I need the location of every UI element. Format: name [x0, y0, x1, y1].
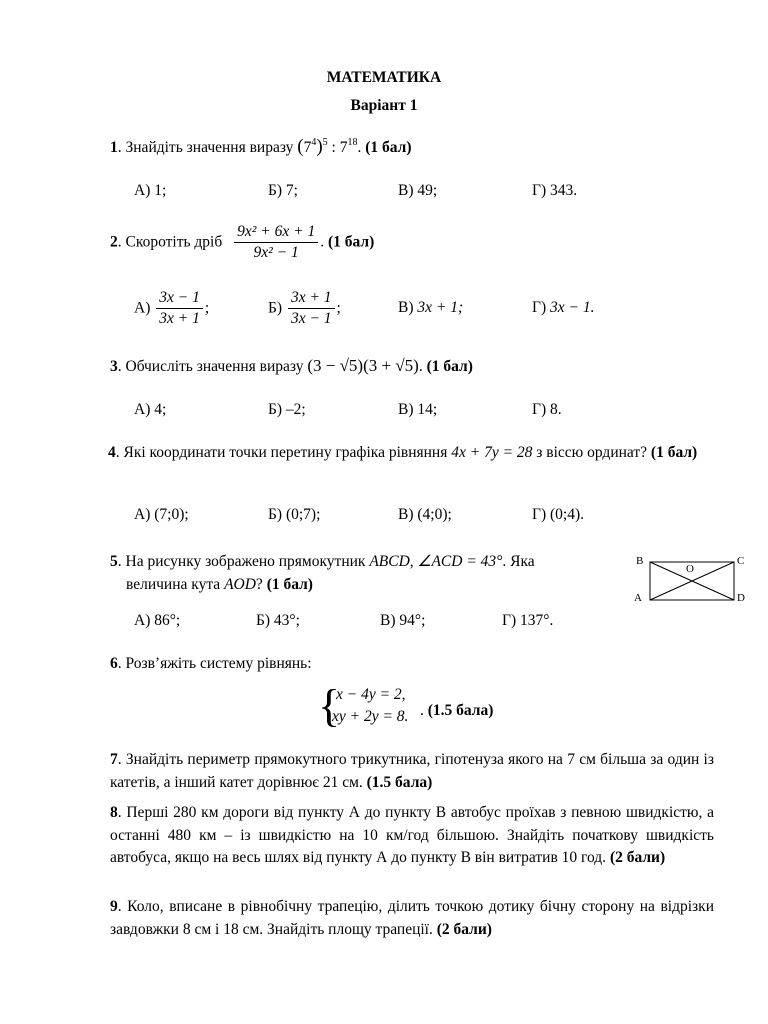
vertex-d-label: D	[737, 592, 745, 604]
answer-d: Г) 8.	[532, 401, 562, 418]
answer-b: Б) (0;7);	[268, 506, 321, 523]
center-o-label: O	[686, 563, 694, 575]
points-label: (1 бал)	[327, 233, 375, 251]
question-text: . На рисунку зображено прямокутник	[117, 553, 366, 570]
vertex-b-label: B	[636, 555, 644, 567]
answer-c: В) 49;	[398, 182, 438, 199]
question-number: 1	[110, 139, 118, 156]
points-label: (1 бал)	[365, 139, 412, 156]
question-6-points: . (1.5 бала)	[420, 702, 494, 719]
answer-d: Г) 137°.	[502, 612, 554, 629]
equation-1: x − 4y = 2,	[336, 686, 406, 703]
question-number: 8	[110, 804, 118, 821]
equation-2: xy + 2y = 8.	[332, 708, 409, 725]
answer-b: Б) $\frac{3x + 1}{3x - 1}$ ;	[268, 289, 341, 327]
points-label: (2 бали)	[436, 920, 492, 938]
question-number: 5	[110, 553, 118, 570]
answer-a: А) (7;0);	[134, 506, 189, 523]
question-text: . Розв’яжіть систему рівнянь:	[117, 655, 312, 672]
question-number: 4	[108, 444, 116, 461]
page-title: МАТЕМАТИКА	[326, 69, 442, 86]
question-expression: 4x + 7y = 28	[451, 444, 533, 461]
question-number: 7	[110, 751, 118, 768]
question-text: . Знайдіть значення виразу	[117, 139, 294, 156]
answer-c: В) 14;	[398, 401, 438, 418]
question-text: . Обчисліть значення виразу	[117, 358, 304, 375]
rectangle-figure	[630, 552, 748, 608]
points-label: (1.5 бала)	[366, 773, 433, 791]
answer-d: Г) 3x − 1.	[532, 299, 595, 316]
variant-label: Варіант 1	[350, 97, 418, 114]
question-text: . Коло, вписане в рівнобічну трапецію, ділить точкою дотику бічну сторону на відрізки завдовжки 8 см і 18 см. Знайдіть площу трапеції.	[110, 898, 714, 938]
question-text: . Знайдіть периметр прямокутного трикутника, гіпотенуза якого на 7 см більша за один із катетів, а інший катет дорівнює 21 см.	[110, 751, 714, 791]
answer-b: Б) –2;	[268, 401, 306, 418]
answer-c: В) (4;0);	[398, 506, 452, 523]
question-text: . Скоротіть дріб	[117, 233, 223, 251]
points-label: (1 бал)	[426, 358, 473, 375]
vertex-c-label: C	[737, 555, 745, 567]
answer-c: В) 3x + 1;	[398, 299, 464, 316]
question-fraction: $\frac{\text{9x² + 6x + 1}}{\text{9x² − 1}}$	[234, 222, 318, 263]
question-2: 2. Скоротіть дріб $\frac{\text{9x² + 6x + 1}}{\text{9x² − 1}}$ . (1 бал)	[110, 223, 375, 261]
answer-a: А) 4;	[134, 401, 167, 418]
answer-a: А) $\frac{3x - 1}{3x + 1}$ ;	[134, 289, 210, 327]
question-expression: $(7^4)^5$ : $7^{18}$	[297, 136, 358, 157]
question-8	[110, 802, 714, 870]
question-4: 4. Які координати точки перетину графіка рівняння 4x + 7y = 28 з віссю ординат? (1 бал)	[108, 444, 698, 461]
answer-b: Б) 43°;	[256, 612, 300, 629]
system-brace: {	[318, 680, 341, 731]
answer-a: А) 86°;	[134, 612, 181, 629]
question-5: 5. На рисунку зображено прямокутник ABCD, ∠ACD = 43°. Яка величина кута AOD? (1 бал)	[110, 553, 535, 593]
answer-b: Б) 7;	[268, 182, 298, 199]
points-label: (1 бал)	[650, 444, 698, 461]
question-number: 9	[110, 898, 118, 915]
question-9	[110, 896, 714, 941]
answer-a: А) 1;	[134, 182, 167, 199]
question-expression: (3 − √5)(3 + √5)	[307, 356, 419, 375]
points-label: (2 бали)	[609, 849, 666, 866]
question-number: 6	[110, 655, 118, 672]
question-1: 1. Знайдіть значення виразу $(7^4)^5$ : $7^{18}$. (1 бал)	[110, 136, 412, 157]
points-label: (1.5 бала)	[427, 702, 494, 719]
question-3: 3. Обчисліть значення виразу (3 − √5)(3 + √5). (1 бал)	[110, 356, 473, 375]
vertex-a-label: A	[634, 592, 642, 604]
answer-d: Г) (0;4).	[532, 506, 585, 523]
answer-d: Г) 343.	[532, 182, 578, 199]
question-6	[110, 655, 312, 673]
points-label: (1 бал)	[266, 575, 313, 593]
answer-c: В) 94°;	[380, 612, 426, 629]
question-7	[110, 749, 714, 794]
question-number: 2	[110, 233, 118, 251]
question-text: . Перші 280 км дороги від пункту А до пункту В автобус проїхав з певною швидкістю, а останні 480 км – із швидкістю на 10 км/год більшою. Знайдіть початкову швидкість автобуса, якщо на весь шлях від пункту А до пункту В він витратив 10 год.	[110, 804, 714, 866]
question-text: . Які координати точки перетину графіка рівняння	[115, 444, 448, 461]
question-number: 3	[110, 358, 118, 375]
